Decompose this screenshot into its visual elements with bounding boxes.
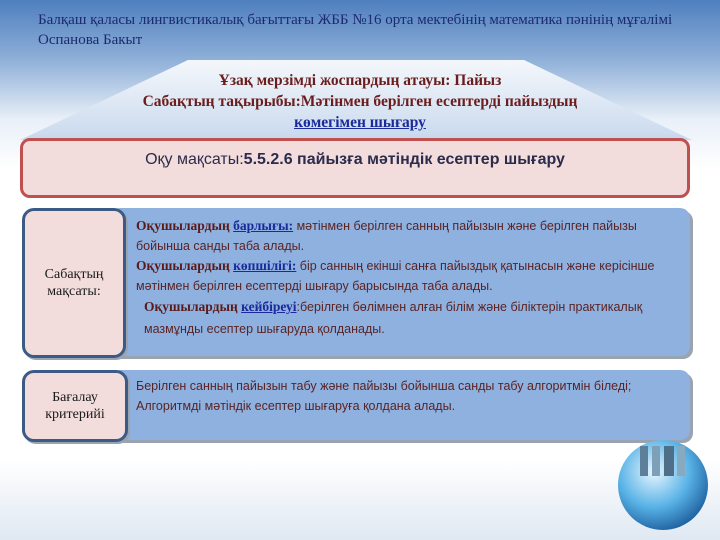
lesson-topic-link[interactable]: көмегімен шығару [294, 114, 426, 131]
goal-item [136, 296, 680, 340]
goal-item [136, 216, 680, 256]
plan-name: Ұзақ мерзімді жоспардың атауы: Пайыз [218, 72, 502, 89]
lesson-title [60, 70, 660, 133]
goal-level-link[interactable]: барлығы: [233, 218, 294, 233]
goal-text: бір санның екінші санға пайыздық қатынасын және керісінше мәтінмен берілген есептерді шығару барысында таба алады. [136, 259, 655, 293]
goal-text: мәтінмен берілген санның пайызын және берілген пайызы бойынша санды таба алады. [136, 219, 637, 253]
goal-text: :берілген бөлімнен алған білім және біліктерін практикалық мазмұнды есептер шығаруда қолданады. [144, 300, 643, 336]
header-text: Балқаш қаласы лингвистикалық бағыттағы ЖББ №16 орта мектебінің математика пәнінің мұғалімі Оспанова Бакыт [38, 12, 673, 48]
goal-who: Оқушылардың [136, 258, 234, 273]
criteria-line: Берілген санның пайызын табу және пайызы бойынша санды табу алгоритмін біледі; [136, 379, 632, 393]
goal-who: Оқушылардың [144, 299, 242, 314]
goal-level-link[interactable]: кейбіреуі [241, 299, 297, 314]
lesson-goals-panel [110, 208, 690, 356]
criteria-label: Бағалау критерийі [22, 370, 128, 442]
lesson-goals-label: Сабақтың мақсаты: [22, 208, 126, 358]
learning-goal-text: 5.5.2.6 пайызға мәтіндік есептер шығару [243, 151, 565, 168]
goal-item [136, 256, 680, 296]
criteria-panel [110, 370, 690, 440]
city-skyline-icon [640, 446, 685, 476]
goal-level-link[interactable]: көпшілігі: [233, 258, 297, 273]
lesson-topic: Сабақтың тақырыбы:Мәтінмен берілген есептерді пайыздың [142, 93, 578, 110]
learning-goal-box [20, 138, 690, 198]
goal-who: Оқушылардың [136, 218, 234, 233]
criteria-line: Алгоритмді мәтіндік есептер шығаруға қолдана алады. [136, 399, 456, 413]
learning-goal-label: Оқу мақсаты: [145, 151, 244, 168]
